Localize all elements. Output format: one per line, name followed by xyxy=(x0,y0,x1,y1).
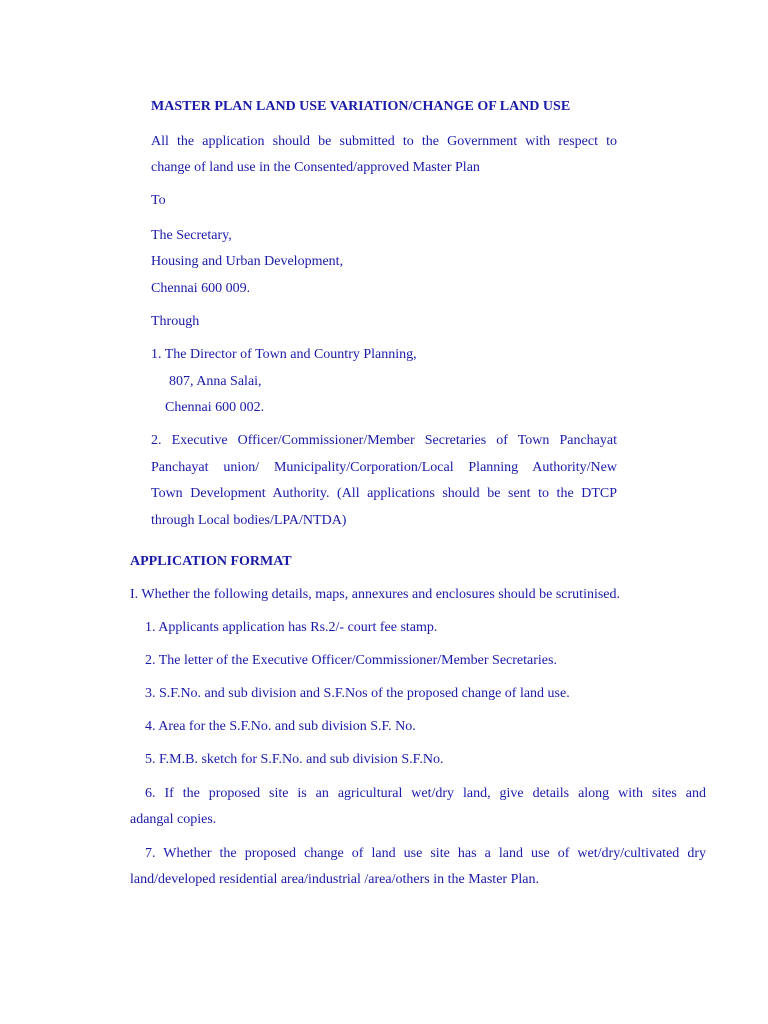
list-item: 1. Applicants application has Rs.2/- court fee stamp. xyxy=(145,620,438,635)
list-item-7-line-1: 7. Whether the proposed change of land use site has a land use of wet/dry/cultivated dry xyxy=(145,846,706,861)
list-item: 4. Area for the S.F.No. and sub division S.F. No. xyxy=(145,719,416,734)
address-line-2: Housing and Urban Development, xyxy=(151,254,344,269)
through-item-2-line-1: 2. Executive Officer/Commissioner/Member Secretaries of Town Panchayat xyxy=(151,433,617,448)
list-item-7-line-2: land/developed residential area/industrial /area/others in the Master Plan. xyxy=(130,872,539,887)
address-line-3: Chennai 600 009. xyxy=(151,281,251,296)
list-item: 5. F.M.B. sketch for S.F.No. and sub division S.F.No. xyxy=(145,752,444,767)
document-title: MASTER PLAN LAND USE VARIATION/CHANGE OF LAND USE xyxy=(151,99,571,114)
through-item-2-line-4: through Local bodies/LPA/NTDA) xyxy=(151,513,347,528)
list-item-6-line-2: adangal copies. xyxy=(130,812,217,827)
intro-line-2: change of land use in the Consented/approved Master Plan xyxy=(151,160,480,175)
list-item: 3. S.F.No. and sub division and S.F.Nos of the proposed change of land use. xyxy=(145,686,570,701)
list-item: 2. The letter of the Executive Officer/Commissioner/Member Secretaries. xyxy=(145,653,557,668)
through-item-1-line-2: 807, Anna Salai, xyxy=(169,374,262,389)
through-item-1-line-1: 1. The Director of Town and Country Planning, xyxy=(151,347,417,362)
section-i: I. Whether the following details, maps, annexures and enclosures should be scrutinised. xyxy=(130,587,621,602)
through-item-1-line-3: Chennai 600 002. xyxy=(165,400,265,415)
application-format-heading: APPLICATION FORMAT xyxy=(130,554,292,569)
through-item-2-line-2: Panchayat union/ Municipality/Corporation/Local Planning Authority/New xyxy=(151,460,617,475)
address-line-1: The Secretary, xyxy=(151,228,232,243)
through-item-2-line-3: Town Development Authority. (All applications should be sent to the DTCP xyxy=(151,486,617,501)
intro-line-1: All the application should be submitted to the Government with respect to xyxy=(151,134,617,149)
to-label: To xyxy=(151,193,166,208)
through-label: Through xyxy=(151,314,200,329)
list-item-6-line-1: 6. If the proposed site is an agricultural wet/dry land, give details along with sites and xyxy=(145,786,706,801)
